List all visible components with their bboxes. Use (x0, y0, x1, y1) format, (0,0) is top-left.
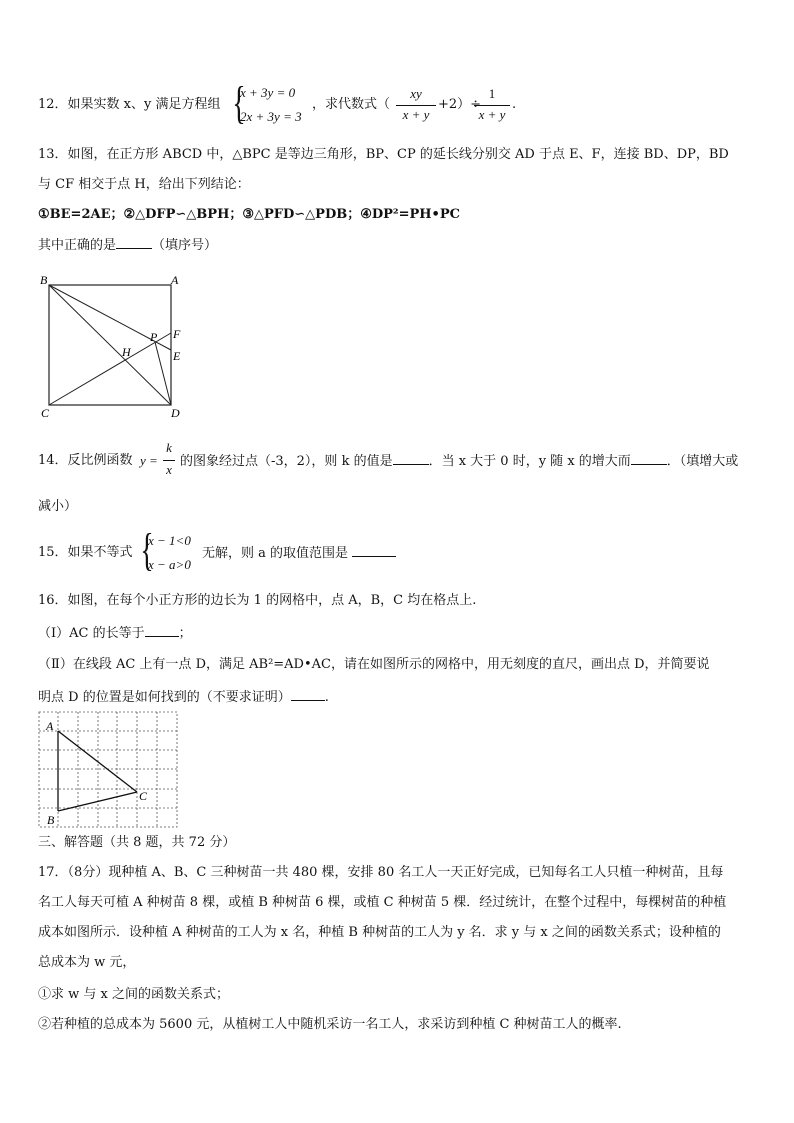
q13-answer-line (38, 236, 217, 255)
q12-mid: ，求代数式（ (312, 97, 391, 112)
square-figure (38, 270, 188, 420)
q12-eq1: x + 3y = 0 (240, 85, 296, 100)
q14-text-d: ．（填增大或 (666, 454, 739, 469)
q14-text-b: 的图象经过点（-3，2），则 k 的值是 (180, 454, 393, 469)
q14-y-eq: y = (140, 453, 158, 468)
q12-plus2: +2）÷ (438, 97, 482, 112)
q13-line2: 与 CF 相交于点 H，给出下列结论： (38, 177, 250, 192)
label-e: E (173, 349, 181, 363)
q16-part2-line2 (38, 688, 329, 707)
label-h: H (122, 345, 131, 359)
q15-brace: { (140, 524, 154, 575)
q14-blank-k[interactable] (393, 452, 429, 465)
label-f: F (173, 327, 181, 341)
segment-bd (49, 285, 171, 405)
q16-part1-end: ； (178, 626, 192, 641)
q14-line2: 减小） (38, 499, 78, 514)
q15-ineq2: x − a>0 (148, 557, 191, 572)
q17-line1: 17．（8分）现种植 A、B、C 三种树苗一共 480 棵，安排 80 名工人一天正好完成，已知每名工人只植一种树苗，且每 (38, 865, 724, 880)
label-d: D (171, 406, 180, 420)
q16-part2-blank[interactable] (291, 688, 325, 701)
q14-frac-bar (163, 460, 175, 461)
q15-suffix-line (202, 544, 396, 563)
q15-suffix: 无解，则 a 的取值范围是 (202, 546, 349, 561)
q13-answer-blank[interactable] (116, 236, 152, 249)
q12-frac1-den: x + y (402, 107, 430, 122)
q12-brace: { (232, 77, 246, 128)
q12-eq2: 2x + 3y = 3 (240, 109, 302, 124)
label-b: B (40, 273, 48, 287)
q12-frac1-num: xy (410, 86, 422, 101)
q16-part2-text: 明点 D 的位置是如何找到的（不要求证明） (38, 690, 291, 705)
q14-blank-trend[interactable] (631, 452, 667, 465)
section-3-title: 三、解答题（共 8 题，共 72 分） (38, 835, 236, 850)
q14-prefix: 14．反比例函数 (38, 453, 133, 468)
grid-label-c: C (139, 789, 148, 803)
q12-end: . (512, 97, 517, 112)
q16-part2-line1: （Ⅱ）在线段 AC 上有一点 D，满足 AB²=AD•AC，请在如图所示的网格中，用无刻度的直尺，画出点 D，并简要说 (38, 657, 710, 672)
grid-label-a: A (46, 719, 54, 733)
q14-text (180, 452, 738, 471)
q17-line2: 名工人每天可植 A 种树苗 8 棵，或植 B 种树苗 6 棵，或植 C 种树苗 5 棵．经过统计，在整个过程中，每棵树苗的种植 (38, 895, 727, 910)
q15-blank[interactable] (352, 544, 396, 557)
q13-answer-prefix: 其中正确的是 (38, 238, 117, 253)
grid-label-b: B (47, 813, 55, 827)
q16-part2-end: . (324, 690, 329, 705)
q14-frac-num: k (166, 440, 172, 455)
q13-conclusions: ①BE=2AE；②△DFP∽△BPH；③△PFD∽△PDB；④DP²=PH•PC (38, 207, 460, 222)
grid-figure (36, 710, 181, 830)
q12-frac2-num: 1 (488, 86, 496, 101)
q16-part1-blank[interactable] (145, 624, 179, 637)
q14-text-c: ．当 x 大于 0 时，y 随 x 的增大而 (428, 454, 631, 469)
q17-line3: 成本如图所示．设种植 A 种树苗的工人为 x 名，种植 B 种树苗的工人为 y 名．求 y 与 x 之间的函数关系式；设种植的 (38, 925, 721, 940)
q12-frac1-bar (396, 105, 436, 106)
q16-part1 (38, 624, 192, 643)
q17-sub1: ①求 w 与 x 之间的函数关系式； (38, 987, 229, 1002)
q12-prefix: 12．如果实数 x、y 满足方程组 (38, 97, 221, 112)
q17-line4: 总成本为 w 元， (38, 955, 136, 970)
label-c: C (41, 406, 50, 420)
q13-answer-suffix: （填序号） (152, 238, 218, 253)
q12-frac2-bar (474, 105, 510, 106)
q12-frac2-den: x + y (478, 107, 506, 122)
q17-sub2: ②若种植的总成本为 5600 元，从植树工人中随机采访一名工人，求采访到种植 C 种树苗工人的概率. (38, 1017, 622, 1032)
q16-line1: 16．如图，在每个小正方形的边长为 1 的网格中，点 A，B，C 均在格点上. (38, 593, 477, 608)
label-a: A (171, 273, 179, 287)
label-p: P (150, 330, 158, 344)
q14-frac-den: x (166, 462, 172, 477)
q16-part1-text: （Ⅰ）AC 的长等于 (38, 626, 145, 641)
q15-prefix: 15．如果不等式 (38, 545, 133, 560)
segment-pd (155, 342, 171, 405)
q13-line1: 13．如图，在正方形 ABCD 中，△BPC 是等边三角形，BP、CP 的延长线分别交 AD 于点 E、F，连接 BD、DP，BD (38, 147, 729, 162)
triangle-abc (58, 731, 137, 811)
q15-ineq1: x − 1<0 (148, 533, 191, 548)
